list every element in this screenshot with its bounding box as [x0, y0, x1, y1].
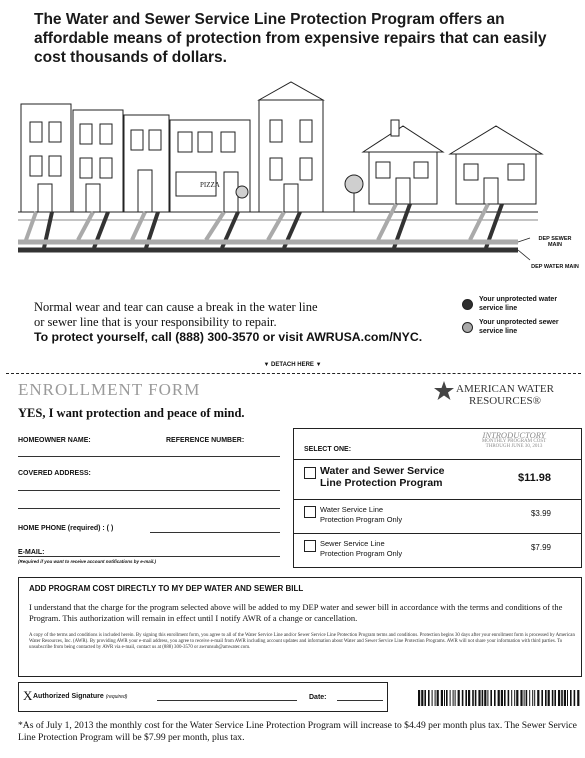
detach-line: [6, 373, 581, 374]
legend: [462, 296, 582, 342]
water-main-label: DEP WATER MAIN: [531, 264, 579, 270]
barcode-bar: [487, 690, 488, 706]
signature-label-text: Authorized Signature: [33, 693, 104, 700]
intro-heading: INTRODUCTORY: [482, 430, 546, 440]
date-label: Date:: [309, 694, 327, 701]
intro-line-2: MONTHLY PROGRAM COST: [481, 438, 547, 444]
option-name: [320, 539, 402, 559]
barcode-bar: [574, 690, 576, 706]
form-title: ENROLLMENT FORM: [18, 380, 201, 399]
barcode-bar: [482, 690, 484, 706]
barcode-bar: [577, 690, 579, 706]
barcode-bar: [498, 690, 500, 706]
barcode-bar: [441, 690, 443, 706]
introductory-price-header: [455, 430, 573, 450]
barcode-bar: [516, 690, 518, 706]
option-checkbox[interactable]: [304, 540, 316, 552]
barcode-bar: [511, 690, 512, 706]
barcode-bar: [508, 690, 510, 706]
email-note: (Required if you want to receive account notifications by e-mail.): [18, 559, 157, 564]
option-name-line-2: Protection Program Only: [320, 515, 403, 524]
barcode-bar: [552, 690, 554, 706]
bill-fine-print: A copy of the terms and conditions is included herein. By signing this enrollment form, you agree to all of the Water Service Line and/or Sewer Service Line Protection Program terms and conditions. Protection begins 30 days after your enrollment form is processed by American Water Resources, Inc. (AWR). By providing AWR your e-mail address, you agree to receive e-mail from AWR including account updates and information about Water and Sewer Service Line Protection Programs. AWR will not share your information with third parties. To unsubscribe from being contacted by AWR via e-mail, contact us at (888) 300-3570 or awrunsub@amwater.com.: [29, 633, 575, 651]
option-checkbox[interactable]: [304, 506, 316, 518]
option-checkbox[interactable]: [304, 467, 316, 479]
email-field[interactable]: [18, 556, 280, 557]
barcode-bar: [435, 690, 436, 706]
option-price: $11.98: [517, 472, 551, 484]
barcode-bar: [444, 690, 445, 706]
option-price: $7.99: [530, 543, 551, 552]
option-name-line-1: Water and Sewer Service: [320, 465, 445, 477]
legend-item-water: [462, 296, 582, 313]
intro-line-3: THROUGH JUNE 30, 2013: [485, 444, 543, 450]
barcode-bar: [514, 690, 515, 706]
barcode-bar: [529, 690, 530, 706]
barcode-bar: [484, 690, 486, 706]
barcode-bar: [478, 690, 480, 706]
option-name-line-1: Water Service Line: [320, 505, 384, 514]
barcode-bar: [472, 690, 474, 706]
barcode-bar: [501, 690, 503, 706]
covered-address-field[interactable]: [18, 490, 280, 491]
barcode-bar: [558, 690, 560, 706]
barcode-bar: [450, 690, 451, 706]
barcode-bar: [494, 690, 496, 706]
barcode-bar: [564, 690, 566, 706]
signature-box: [18, 682, 388, 712]
option-water-only[interactable]: [294, 499, 581, 533]
brand-line-2: RESOURCES®: [469, 395, 541, 407]
barcode-bar: [424, 690, 426, 706]
homeowner-name-field[interactable]: [18, 456, 280, 457]
option-name: [320, 465, 445, 489]
bill-authorization-box: [18, 577, 582, 677]
barcode-bar: [567, 690, 568, 706]
legend-item-sewer: [462, 319, 582, 336]
water-line-dot-icon: [462, 299, 473, 310]
option-name-line-2: Line Protection Program: [320, 477, 443, 489]
barcode-bar: [561, 690, 563, 706]
street-illustration: [18, 80, 578, 285]
option-name: [320, 505, 402, 525]
brand-line-1: AMERICAN WATER: [456, 383, 554, 395]
brand-logo: [430, 383, 580, 407]
barcode: [418, 690, 581, 706]
program-select-box: [293, 428, 582, 568]
date-field[interactable]: [337, 700, 383, 701]
option-sewer-only[interactable]: [294, 533, 581, 567]
barcode-bar: [462, 690, 464, 706]
barcode-bar: [537, 690, 539, 706]
barcode-bar: [418, 690, 420, 706]
barcode-bar: [458, 690, 460, 706]
barcode-bar: [541, 690, 543, 706]
barcode-bar: [548, 690, 550, 706]
barcode-bar: [465, 690, 467, 706]
intro-line-1: Normal wear and tear can cause a break in the water line: [34, 300, 318, 314]
barcode-bar: [475, 690, 477, 706]
bill-body: I understand that the charge for the program selected above will be added to my DEP water and sewer bill in accordance with the terms and conditions of the Program. This authorization will remain in effect until I notify AWR of a change or cancellation.: [29, 602, 563, 623]
barcode-bar: [532, 690, 533, 706]
barcode-bar: [446, 690, 448, 706]
signature-field[interactable]: [157, 700, 297, 701]
barcode-bar: [453, 690, 454, 706]
reference-number-label: REFERENCE NUMBER:: [166, 437, 245, 444]
covered-address-label: COVERED ADDRESS:: [18, 470, 91, 477]
barcode-bar: [490, 690, 492, 706]
signature-required-note: (required): [105, 694, 128, 700]
signature-x: X: [23, 688, 33, 703]
option-name-line-1: Sewer Service Line: [320, 539, 385, 548]
option-water-and-sewer[interactable]: [294, 459, 581, 499]
barcode-bar: [520, 690, 522, 706]
homeowner-name-label: HOMEOWNER NAME:: [18, 437, 91, 444]
barcode-bar: [570, 690, 572, 706]
home-phone-field[interactable]: [150, 532, 280, 533]
barcode-bar: [524, 690, 525, 706]
select-label: SELECT ONE:: [304, 446, 352, 453]
form-subtitle: YES, I want protection and peace of mind.: [18, 406, 245, 420]
footnote: *As of July 1, 2013 the monthly cost for the Water Service Line Protection Program will increase to $4.49 per month plus tax. The Sewer Service Line Protection Program will be $7.99 per month, plus tax.: [18, 720, 577, 743]
barcode-bar: [504, 690, 506, 706]
intro-cta: To protect yourself, call (888) 300-3570 or visit AWRUSA.com/NYC.: [34, 330, 423, 344]
legend-label: Your unprotected sewer service line: [479, 319, 559, 335]
intro-line-2: or sewer line that is your responsibility to repair.: [34, 315, 277, 329]
headline: The Water and Sewer Service Line Protection Program offers an affordable means of protection from expensive repairs that can easily cost thousands of dollars.: [34, 11, 547, 66]
sewer-line-dot-icon: [462, 322, 473, 333]
barcode-bar: [545, 690, 547, 706]
home-phone-label: HOME PHONE (required) : ( ): [18, 525, 114, 532]
barcode-bar: [437, 690, 439, 706]
legend-label: Your unprotected water service line: [479, 296, 558, 312]
email-label: E-MAIL:: [18, 549, 45, 556]
option-name-line-2: Protection Program Only: [320, 549, 403, 558]
pizza-sign: PIZZA: [200, 181, 220, 189]
barcode-bar: [432, 690, 433, 706]
barcode-bar: [421, 690, 423, 706]
sewer-main-label: DEP SEWER MAIN: [538, 236, 572, 248]
signature-label: [33, 693, 127, 700]
barcode-bar: [554, 690, 556, 706]
barcode-bar: [526, 690, 528, 706]
bill-title: ADD PROGRAM COST DIRECTLY TO MY DEP WATER AND SEWER BILL: [29, 584, 304, 593]
detach-label: ▼ DETACH HERE ▼: [263, 362, 322, 368]
barcode-bar: [455, 690, 456, 706]
barcode-bar: [468, 690, 470, 706]
intro-text: [34, 300, 454, 345]
barcode-bar: [428, 690, 430, 706]
barcode-bar: [534, 690, 535, 706]
covered-address-field-2[interactable]: [18, 508, 280, 509]
option-price: $3.99: [530, 509, 551, 518]
